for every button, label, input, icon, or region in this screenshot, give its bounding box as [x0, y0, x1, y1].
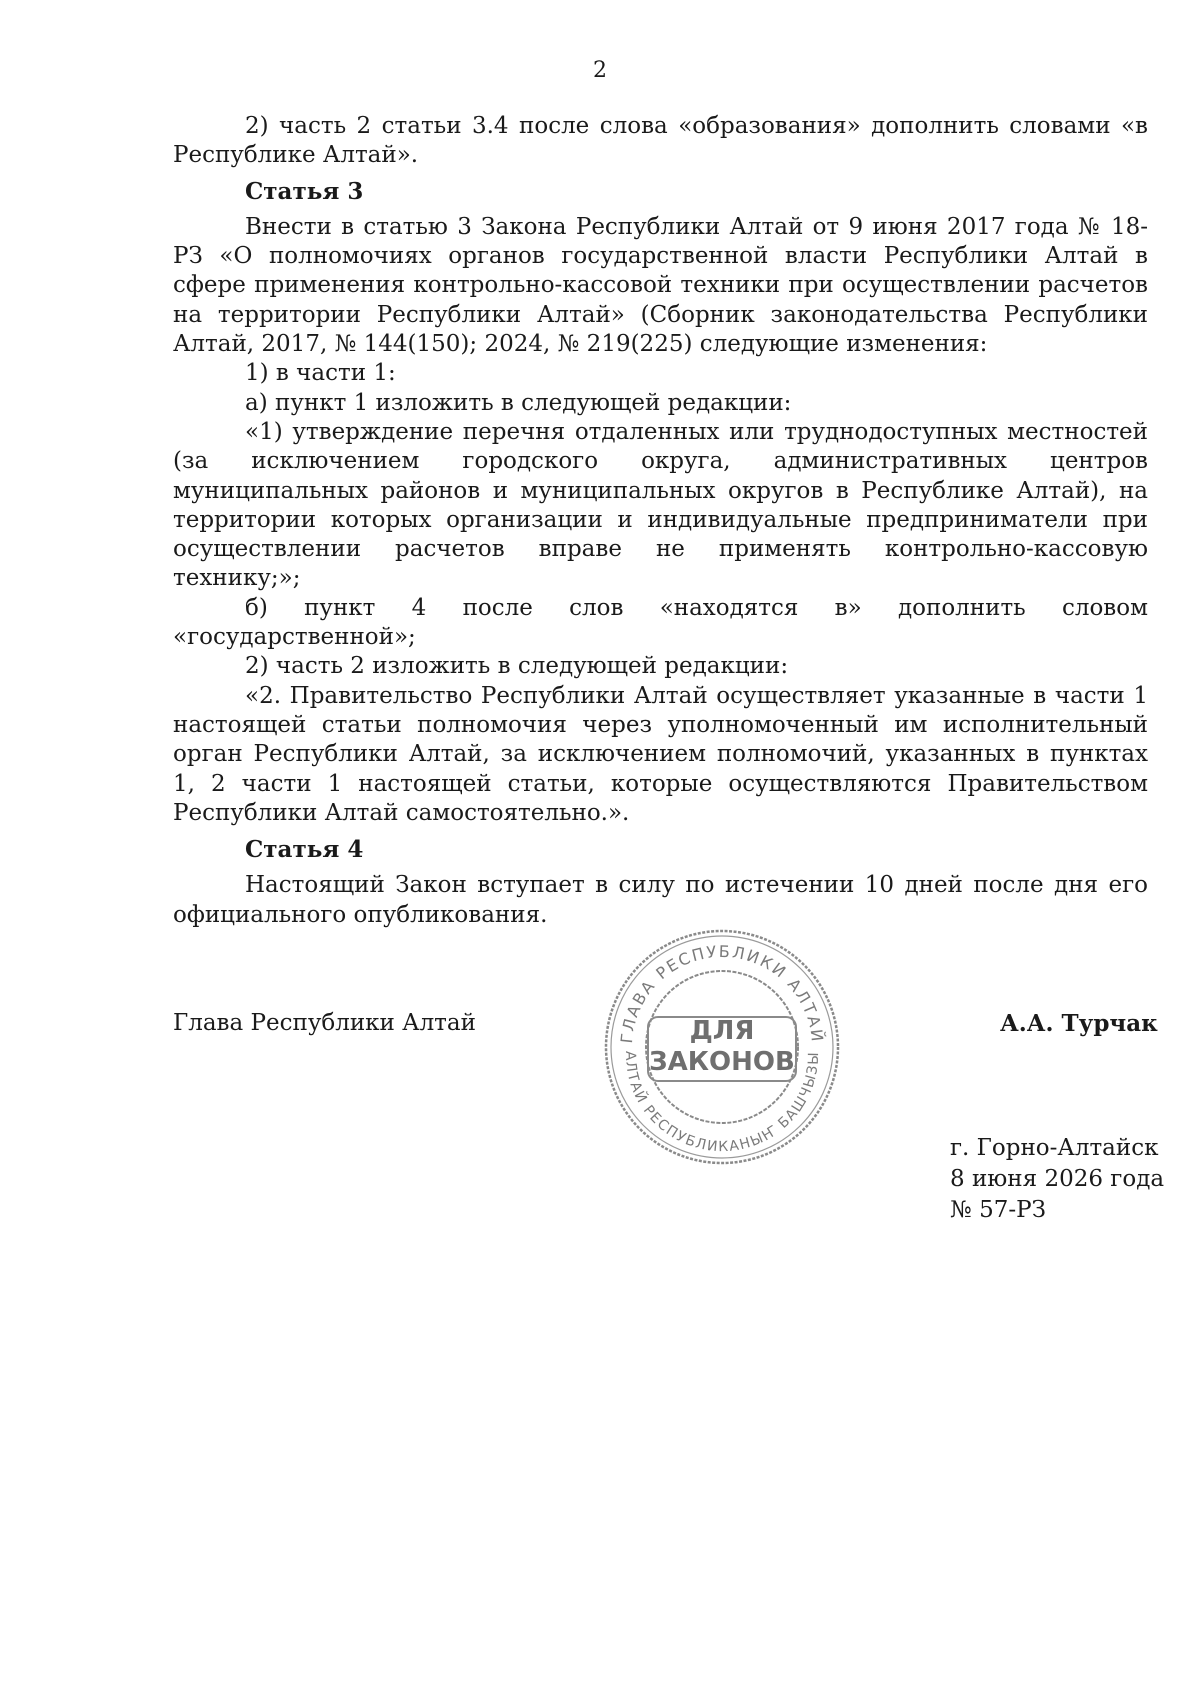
city: г. Горно-Алтайск	[950, 1135, 1159, 1161]
law-date: 8 июня 2026 года	[950, 1166, 1165, 1192]
article-3-paragraph: «2. Правительство Республики Алтай осуществляет указанные в части 1 настоящей статьи полномочия через уполномоченный им исполнительный орган Республики Алтай, за исключением полномочий, указанных в пунктах 1, 2 части 1 настоящей статьи, которые осуществляются Правительством Республики Алтай самостоятельно.».	[173, 682, 1148, 826]
article-3-paragraph: «1) утверждение перечня отдаленных или труднодоступных местностей (за исключением городского округа, административных центров муниципальных районов и муниципальных округов в Республике Алтай), на территории которых организации и индивидуальные предприниматели при осуществлении расчетов вправе не применять контрольно-кассовую технику;»;	[173, 418, 1148, 592]
article-3-paragraph: Внести в статью 3 Закона Республики Алтай от 9 июня 2017 года № 18-РЗ «О полномочиях органов государственной власти Республики Алтай в сфере применения контрольно-кассовой техники при осуществлении расчетов на территории Республики Алтай» (Сборник законодательства Республики Алтай, 2017, № 144(150); 2024, № 219(225) следующие изменения:	[173, 213, 1148, 358]
seal-center-line2: ЗАКОНОВ	[649, 1047, 795, 1077]
page-number: 2	[593, 58, 607, 83]
official-seal	[602, 927, 842, 1167]
article-4-heading: Статья 4	[245, 836, 364, 864]
paragraph-amendment-2: 2) часть 2 статьи 3.4 после слова «образования» дополнить словами «в Республике Алтай».	[173, 113, 1148, 169]
signatory-name: А.А. Турчак	[1000, 1010, 1158, 1037]
seal-center-line1: ДЛЯ	[689, 1016, 755, 1046]
seal-ring-top-text: ГЛАВА РЕСПУБЛИКИ АЛТАЙ	[616, 941, 828, 1045]
article-4-paragraph: Настоящий Закон вступает в силу по истечении 10 дней после дня его официального опубликования.	[173, 872, 1148, 928]
article-3-paragraph: 1) в части 1:	[245, 360, 396, 387]
document-body	[173, 112, 1148, 930]
seal-ring-bottom-text: АЛТАЙ РЕСПУБЛИКАНЫҤ БАШЧЫЗЫ	[621, 1050, 823, 1156]
article-3-paragraph: б) пункт 4 после слов «находятся в» дополнить словом «государственной»;	[173, 594, 1148, 651]
article-3-paragraph: а) пункт 1 изложить в следующей редакции:	[245, 389, 792, 416]
law-number: № 57-РЗ	[950, 1197, 1046, 1223]
article-3-heading: Статья 3	[245, 177, 364, 205]
article-3-paragraph: 2) часть 2 изложить в следующей редакции:	[245, 653, 789, 680]
place-date-block	[950, 1133, 1164, 1226]
signatory-position: Глава Республики Алтай	[173, 1010, 476, 1036]
